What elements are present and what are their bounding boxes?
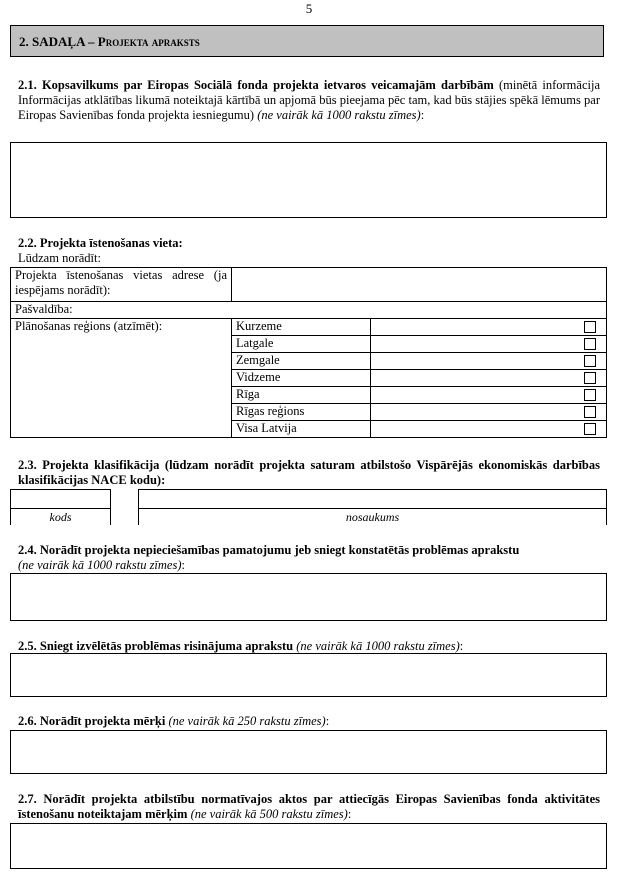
q26-bold: 2.6. Norādīt projekta mērķi xyxy=(18,714,166,728)
q27-bold: 2.7. Norādīt projekta atbilstību normatīvajos aktos par attiecīgās Eiropas Savienības fonda aktivitātes īstenošanu noteiktajam mērķim xyxy=(18,792,600,821)
address-label: Projekta īstenošanas vietas adrese (ja iespējams norādīt): xyxy=(11,268,232,302)
checkbox-riga[interactable] xyxy=(584,389,596,401)
q23-title: 2.3. Projekta klasifikācija (lūdzam norādīt projekta saturam atbilstošo Vispārējās ekonomiskās darbības klasifikācijas NACE kodu): xyxy=(18,458,600,487)
region-checkbox-cell xyxy=(371,319,607,336)
checkbox-zemgale[interactable] xyxy=(584,355,596,367)
q24-italic: (ne vairāk kā 1000 rakstu zīmes) xyxy=(18,558,182,572)
region-checkbox-cell xyxy=(371,404,607,421)
region-name: Vidzeme xyxy=(232,370,371,387)
checkbox-rigas-regions[interactable] xyxy=(584,406,596,418)
question-2-5 xyxy=(18,639,608,654)
section-title: Projekta apraksts xyxy=(97,34,200,49)
question-2-4 xyxy=(18,543,608,573)
q26-answer-box[interactable] xyxy=(10,730,607,774)
checkbox-latgale[interactable] xyxy=(584,338,596,350)
region-checkbox-cell xyxy=(371,336,607,353)
address-input[interactable] xyxy=(232,268,607,302)
q21-answer-box[interactable] xyxy=(10,142,607,218)
q25-answer-box[interactable] xyxy=(10,653,607,697)
region-checkbox-cell xyxy=(371,353,607,370)
q24-answer-box[interactable] xyxy=(10,573,607,621)
municipality-label: Pašvaldība: xyxy=(11,302,607,319)
name-caption: nosaukums xyxy=(345,510,400,524)
q21-normal: (minētā informācija Informācijas atklātības likumā noteiktajā kārtībā un apjomā būs pieejama pēc tam, kad būs stājies spēkā lēmums par Eiropas Savienības fonda projekta iesniegumu) xyxy=(18,78,600,122)
nace-name-input[interactable] xyxy=(138,489,607,509)
section-number: 2. SADAĻA xyxy=(19,34,85,49)
q26-colon: : xyxy=(325,714,330,728)
q27-answer-box[interactable] xyxy=(10,823,607,869)
q21-bold: 2.1. Kopsavilkums par Eiropas Sociālā fonda projekta ietvaros veicamajām darbībām xyxy=(18,78,494,92)
q27-colon: : xyxy=(347,807,352,821)
checkbox-visa-latvija[interactable] xyxy=(584,423,596,435)
region-checkbox-cell xyxy=(371,370,607,387)
code-caption: kods xyxy=(49,510,72,524)
region-label: Plānošanas reģions (atzīmēt): xyxy=(11,319,232,438)
section-header xyxy=(10,25,604,57)
q21-italic: (ne vairāk kā 1000 rakstu zīmes) xyxy=(257,108,421,122)
region-name: Rīgas reģions xyxy=(232,404,371,421)
q25-colon: : xyxy=(459,639,464,653)
region-checkbox-cell xyxy=(371,387,607,404)
q21-colon: : xyxy=(420,108,425,122)
question-2-2 xyxy=(18,236,600,251)
q25-italic: (ne vairāk kā 1000 rakstu zīmes) xyxy=(296,639,460,653)
region-checkbox-cell xyxy=(371,421,607,438)
page-number: 5 xyxy=(305,1,313,16)
q24-bold: 2.4. Norādīt projekta nepieciešamības pamatojumu jeb sniegt konstatētās problēmas aprakstu xyxy=(18,543,520,557)
section-dash: – xyxy=(84,34,98,49)
region-name: Latgale xyxy=(232,336,371,353)
q22-sub: Lūdzam norādīt: xyxy=(18,251,101,265)
q25-bold: 2.5. Sniegt izvēlētās problēmas risinājuma aprakstu xyxy=(18,639,294,653)
nace-code-input[interactable] xyxy=(10,489,111,509)
question-2-3 xyxy=(18,458,600,488)
q24-colon: : xyxy=(181,558,185,572)
location-table xyxy=(10,267,607,438)
q22-title: 2.2. Projekta īstenošanas vieta: xyxy=(18,236,183,250)
checkbox-vidzeme[interactable] xyxy=(584,372,596,384)
region-name: Kurzeme xyxy=(232,319,371,336)
region-name: Rīga xyxy=(232,387,371,404)
checkbox-kurzeme[interactable] xyxy=(584,321,596,333)
question-2-1 xyxy=(18,78,600,123)
question-2-6 xyxy=(18,714,608,729)
q26-italic: (ne vairāk kā 250 rakstu zīmes) xyxy=(168,714,326,728)
q27-italic: (ne vairāk kā 500 rakstu zīmes) xyxy=(190,807,348,821)
region-name: Zemgale xyxy=(232,353,371,370)
question-2-7 xyxy=(18,792,600,822)
region-name: Visa Latvija xyxy=(232,421,371,438)
